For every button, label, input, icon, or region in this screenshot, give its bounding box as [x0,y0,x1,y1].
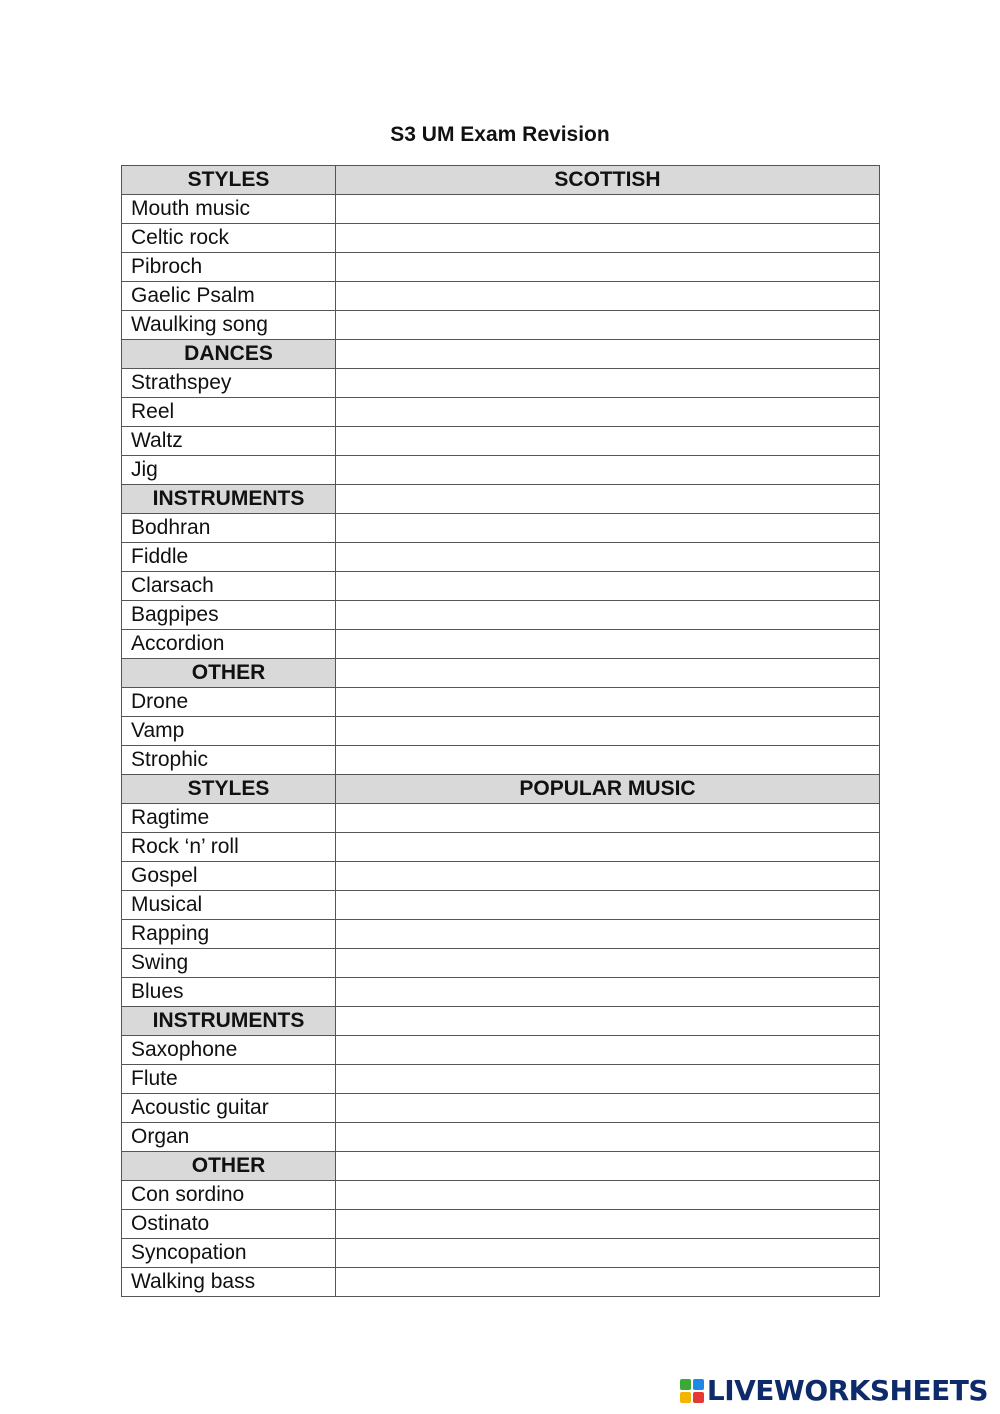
section-header-row [122,775,880,804]
answer-cell[interactable] [336,572,880,601]
category-label: STYLES [122,775,336,804]
term-cell: Drone [122,688,336,717]
answer-cell[interactable] [336,804,880,833]
table-row [122,601,880,630]
answer-cell[interactable] [336,427,880,456]
table-row [122,920,880,949]
table-row [122,688,880,717]
revision-table [121,165,880,1297]
table-row [122,369,880,398]
category-header-row [122,1007,880,1036]
table-body [122,166,880,1297]
answer-cell[interactable] [336,485,880,514]
term-cell: Jig [122,456,336,485]
table-row [122,514,880,543]
answer-cell[interactable] [336,311,880,340]
table-row [122,224,880,253]
answer-cell[interactable] [336,456,880,485]
category-header-row [122,659,880,688]
term-cell: Rock ‘n’ roll [122,833,336,862]
table-row [122,195,880,224]
answer-cell[interactable] [336,224,880,253]
section-title: SCOTTISH [336,166,880,195]
term-cell: Walking bass [122,1268,336,1297]
answer-cell[interactable] [336,833,880,862]
table-row [122,456,880,485]
term-cell: Flute [122,1065,336,1094]
term-cell: Strathspey [122,369,336,398]
answer-cell[interactable] [336,1181,880,1210]
table-row [122,833,880,862]
answer-cell[interactable] [336,717,880,746]
logo-square-3 [680,1392,691,1403]
answer-cell[interactable] [336,253,880,282]
answer-cell[interactable] [336,949,880,978]
term-cell: Musical [122,891,336,920]
category-label: OTHER [122,1152,336,1181]
answer-cell[interactable] [336,369,880,398]
term-cell: Acoustic guitar [122,1094,336,1123]
term-cell: Con sordino [122,1181,336,1210]
category-label: INSTRUMENTS [122,1007,336,1036]
category-label: DANCES [122,340,336,369]
table-row [122,1065,880,1094]
answer-cell[interactable] [336,543,880,572]
term-cell: Celtic rock [122,224,336,253]
liveworksheets-logo-icon [680,1379,704,1403]
table-row [122,1036,880,1065]
answer-cell[interactable] [336,1268,880,1297]
answer-cell[interactable] [336,1094,880,1123]
table-row [122,1123,880,1152]
answer-cell[interactable] [336,978,880,1007]
answer-cell[interactable] [336,1239,880,1268]
table-row [122,891,880,920]
term-cell: Vamp [122,717,336,746]
term-cell: Bodhran [122,514,336,543]
answer-cell[interactable] [336,1036,880,1065]
section-header-row [122,166,880,195]
category-label: OTHER [122,659,336,688]
term-cell: Syncopation [122,1239,336,1268]
term-cell: Clarsach [122,572,336,601]
term-cell: Rapping [122,920,336,949]
term-cell: Organ [122,1123,336,1152]
table-row [122,804,880,833]
answer-cell[interactable] [336,688,880,717]
answer-cell[interactable] [336,920,880,949]
table-row [122,427,880,456]
table-row [122,311,880,340]
table-row [122,1181,880,1210]
table-row [122,1268,880,1297]
term-cell: Saxophone [122,1036,336,1065]
term-cell: Accordion [122,630,336,659]
term-cell: Mouth music [122,195,336,224]
page-title: S3 UM Exam Revision [390,123,610,146]
section-title: POPULAR MUSIC [336,775,880,804]
answer-cell[interactable] [336,659,880,688]
answer-cell[interactable] [336,891,880,920]
answer-cell[interactable] [336,601,880,630]
table-row [122,1239,880,1268]
table-row [122,253,880,282]
term-cell: Fiddle [122,543,336,572]
answer-cell[interactable] [336,862,880,891]
logo-square-1 [680,1379,691,1390]
table-row [122,630,880,659]
table-row [122,862,880,891]
term-cell: Strophic [122,746,336,775]
category-header-row [122,1152,880,1181]
term-cell: Pibroch [122,253,336,282]
answer-cell[interactable] [336,630,880,659]
category-header-row [122,340,880,369]
term-cell: Waltz [122,427,336,456]
term-cell: Blues [122,978,336,1007]
table-row [122,282,880,311]
table-row [122,717,880,746]
answer-cell[interactable] [336,514,880,543]
answer-cell[interactable] [336,746,880,775]
answer-cell[interactable] [336,1210,880,1239]
term-cell: Swing [122,949,336,978]
table-row [122,543,880,572]
answer-cell[interactable] [336,195,880,224]
term-cell: Ragtime [122,804,336,833]
logo-square-2 [693,1379,704,1390]
logo-text: LIVEWORKSHEETS [706,1374,988,1407]
logo-square-4 [693,1392,704,1403]
term-cell: Bagpipes [122,601,336,630]
category-label: STYLES [122,166,336,195]
answer-cell[interactable] [336,1007,880,1036]
table-row [122,1210,880,1239]
answer-cell[interactable] [336,398,880,427]
category-header-row [122,485,880,514]
category-label: INSTRUMENTS [122,485,336,514]
answer-cell[interactable] [336,1065,880,1094]
table-row [122,572,880,601]
table-row [122,1094,880,1123]
table-row [122,746,880,775]
answer-cell[interactable] [336,340,880,369]
term-cell: Waulking song [122,311,336,340]
table-row [122,398,880,427]
term-cell: Gaelic Psalm [122,282,336,311]
table-row [122,978,880,1007]
answer-cell[interactable] [336,282,880,311]
term-cell: Gospel [122,862,336,891]
answer-cell[interactable] [336,1152,880,1181]
table-row [122,949,880,978]
liveworksheets-logo [680,1374,988,1408]
term-cell: Reel [122,398,336,427]
term-cell: Ostinato [122,1210,336,1239]
answer-cell[interactable] [336,1123,880,1152]
